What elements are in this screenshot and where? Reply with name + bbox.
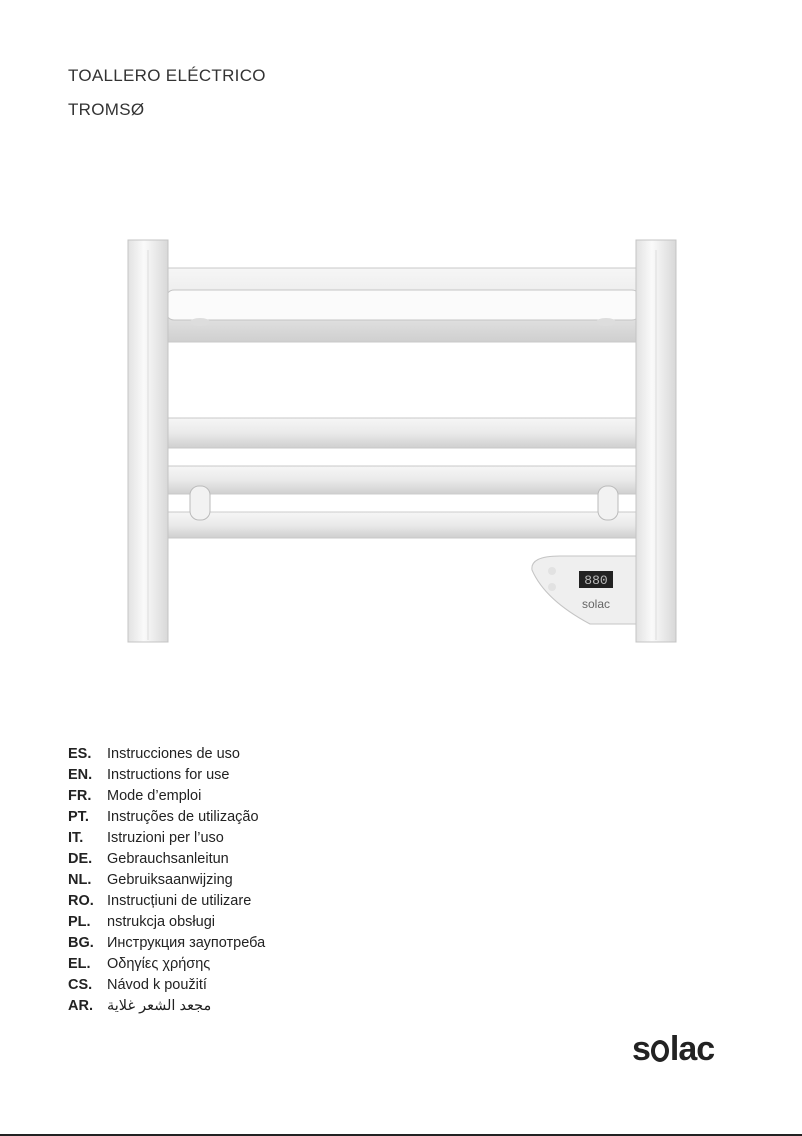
- language-item-pt: [68, 806, 265, 827]
- lang-label: Instructions for use: [107, 766, 230, 783]
- lang-label: Инструкция заупотреба: [107, 934, 266, 951]
- lang-label: Instrucțiuni de utilizare: [107, 892, 252, 909]
- language-item-fr: [68, 785, 265, 806]
- language-item-nl: [68, 869, 265, 890]
- lang-code: IT.: [68, 829, 84, 846]
- lang-label: Istruzioni per l’uso: [107, 829, 224, 846]
- lang-code: CS.: [68, 976, 93, 993]
- power-button-icon: [548, 567, 556, 575]
- lang-label: Gebrauchsanleitun: [107, 850, 229, 867]
- solac-logo: [632, 1030, 714, 1069]
- language-item-ro: [68, 890, 265, 911]
- language-item-el: [68, 953, 265, 974]
- lang-label: Instrucciones de uso: [107, 745, 240, 762]
- lang-code: NL.: [68, 871, 92, 888]
- mode-button-icon: [548, 583, 556, 591]
- display-value: 880: [584, 573, 608, 588]
- lang-label: nstrukcja obsługi: [107, 913, 215, 930]
- logo-o-mark: [651, 1040, 669, 1062]
- language-item-en: [68, 764, 265, 785]
- lang-label: مجعد الشعر غلاية: [107, 997, 212, 1014]
- language-item-es: [68, 743, 265, 764]
- lang-code: EN.: [68, 766, 93, 783]
- lang-code: RO.: [68, 892, 94, 909]
- language-item-bg: [68, 932, 265, 953]
- lang-code: ES.: [68, 745, 92, 762]
- language-item-pl: [68, 911, 265, 932]
- lang-code: FR.: [68, 787, 92, 804]
- left-post: [128, 240, 168, 642]
- logo-rest: lac: [669, 1030, 715, 1068]
- model-name: TROMSØ: [68, 100, 145, 119]
- lang-code: DE.: [68, 850, 93, 867]
- language-item-ar: [68, 995, 265, 1016]
- control-unit: [532, 556, 636, 624]
- lang-label: Návod k použití: [107, 976, 207, 993]
- lang-code: AR.: [68, 997, 93, 1014]
- lang-code: PL.: [68, 913, 91, 930]
- language-item-de: [68, 848, 265, 869]
- lang-label: Instruções de utilização: [107, 808, 259, 825]
- document-title: TOALLERO ELÉCTRICO: [68, 66, 266, 85]
- lang-label: Οδηγίες χρήσης: [107, 955, 211, 972]
- lang-label: Mode d’emploi: [107, 787, 202, 804]
- language-item-it: [68, 827, 265, 848]
- control-brand: solac: [581, 597, 611, 611]
- logo-s: s: [632, 1030, 650, 1068]
- lang-code: EL.: [68, 955, 91, 972]
- lang-code: BG.: [68, 934, 94, 951]
- right-post: [636, 240, 676, 642]
- lang-label: Gebruiksaanwijzing: [107, 871, 233, 888]
- language-item-cs: [68, 974, 265, 995]
- language-list: [68, 743, 265, 1016]
- shelf: [166, 290, 640, 320]
- lang-code: PT.: [68, 808, 89, 825]
